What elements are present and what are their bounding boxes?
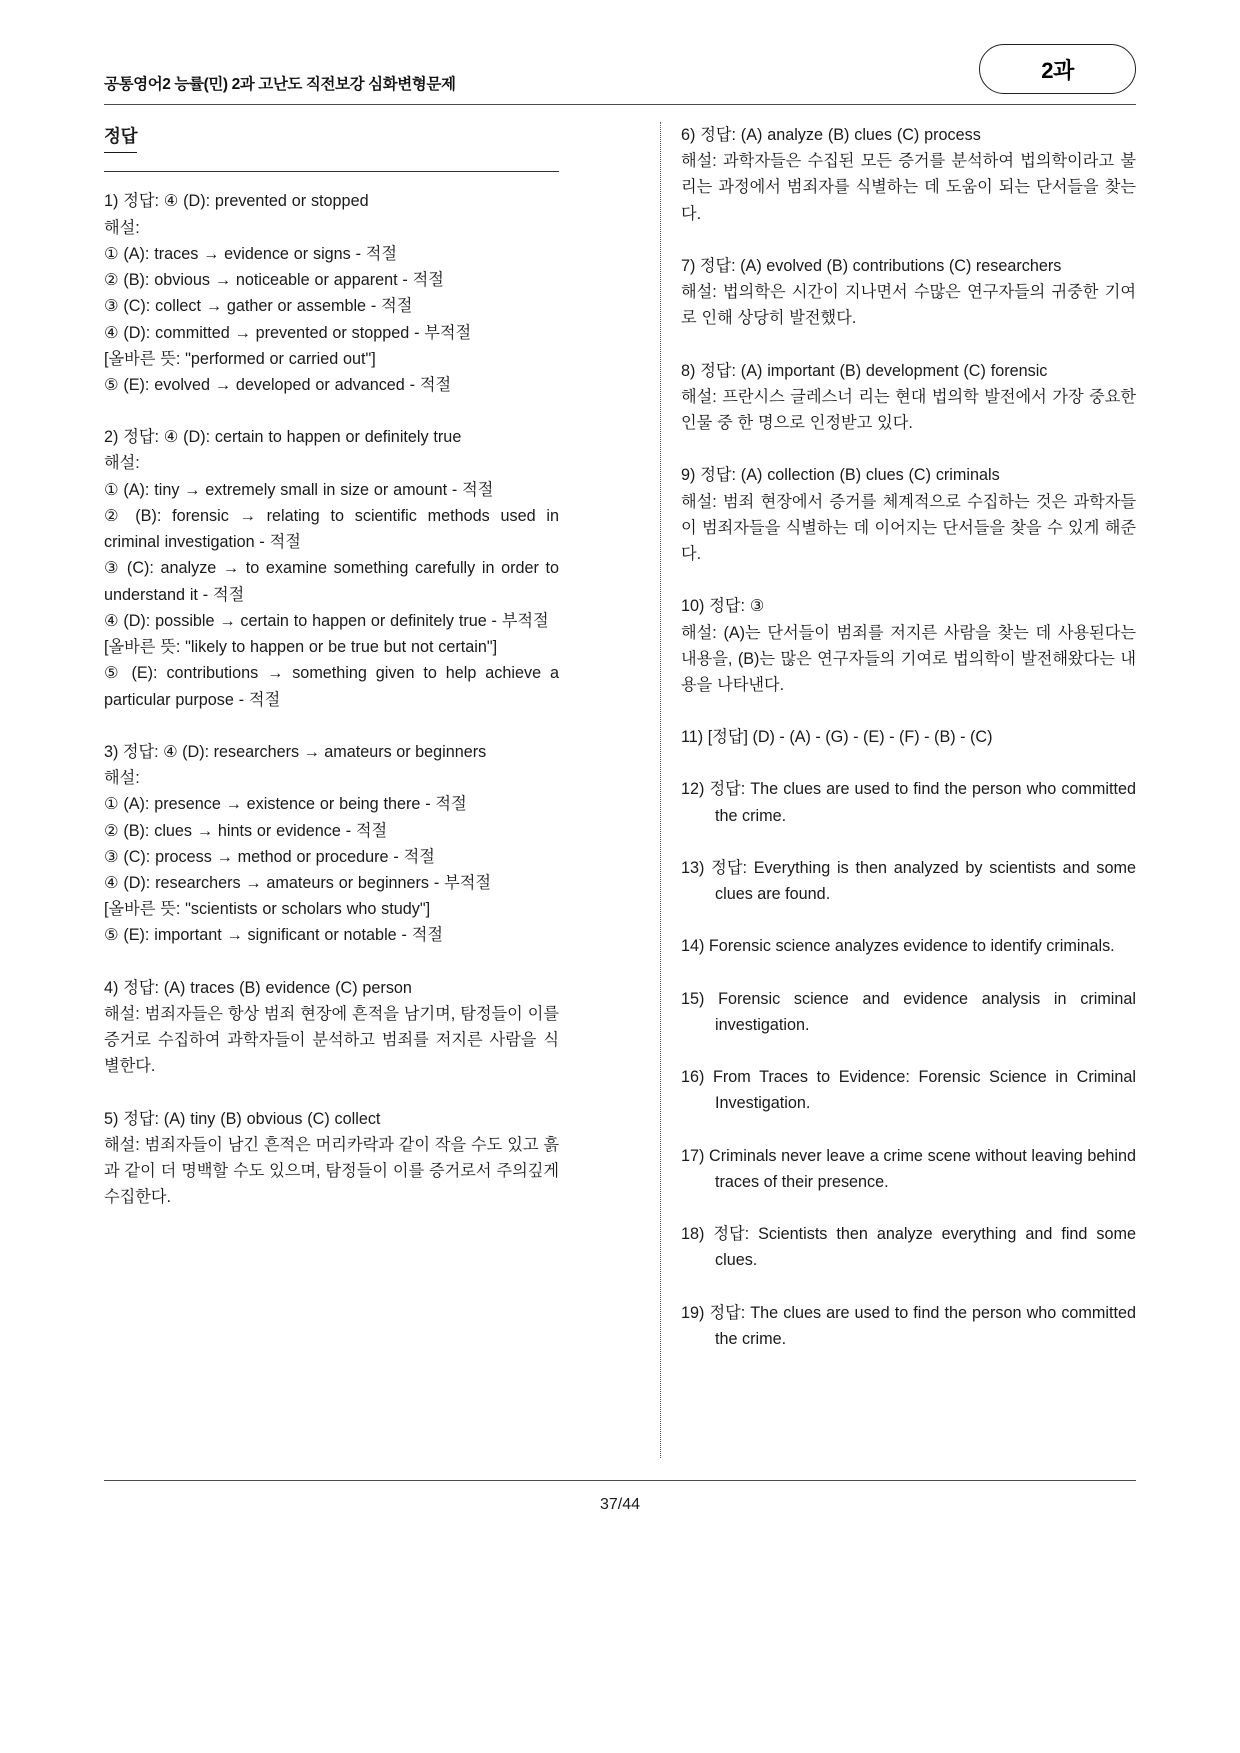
answer-entry: 18) 정답: Scientists then analyze everything and find some clues. xyxy=(681,1225,1136,1270)
answer-line: ⑤ (E): important → significant or notable - 적절 xyxy=(104,926,443,945)
answer-line: 8) 정답: (A) important (B) development (C) forensic xyxy=(681,361,1048,380)
answer-line: [올바른 뜻: "scientists or scholars who study"] xyxy=(104,900,431,919)
answer-line: 4) 정답: (A) traces (B) evidence (C) person xyxy=(104,978,412,997)
answer-line: 해설: (A)는 단서들이 범죄를 저지른 사람을 찾는 데 사용된다는 내용을, (B)는 많은 연구자들의 기여로 법의학이 발전해왔다는 내용을 나타낸다. xyxy=(681,623,1136,694)
answer-entry xyxy=(681,593,1136,698)
answer-line: ② (B): clues → hints or evidence - 적절 xyxy=(104,821,388,840)
answer-entry: 16) From Traces to Evidence: Forensic Science in Criminal Investigation. xyxy=(681,1068,1136,1113)
answer-line: ② (B): forensic → relating to scientific methods used in criminal investigation - 적절 xyxy=(104,506,559,552)
answer-line: 해설: 범죄 현장에서 증거를 체계적으로 수집하는 것은 과학자들이 범죄자들을 식별하는 데 이어지는 단서들을 찾을 수 있게 해준다. xyxy=(681,492,1136,564)
answer-entry: 12) 정답: The clues are used to find the person who committed the crime. xyxy=(681,780,1136,825)
answer-line: 9) 정답: (A) collection (B) clues (C) criminals xyxy=(681,466,1000,485)
column-divider xyxy=(660,122,661,1458)
answer-line: ④ (D): possible → certain to happen or definitely true - 부적절 xyxy=(104,611,549,630)
answer-entry xyxy=(104,424,559,713)
answer-line: [올바른 뜻: "performed or carried out"] xyxy=(104,349,376,368)
answer-line: 해설: 과학자들은 수집된 모든 증거를 분석하여 법의학이라고 불리는 과정에서 범죄자를 식별하는 데 도움이 되는 단서들을 찾는다. xyxy=(681,152,1136,223)
answer-entry xyxy=(681,253,1136,332)
answer-entry: 17) Criminals never leave a crime scene without leaving behind traces of their presence. xyxy=(681,1146,1136,1191)
answers-heading: 정답 xyxy=(104,122,137,153)
answer-entry: 15) Forensic science and evidence analysis in criminal investigation. xyxy=(681,989,1136,1034)
answer-line: 해설: xyxy=(104,769,140,788)
answer-entry: 11) [정답] (D) - (A) - (G) - (E) - (F) - (B) - (C) xyxy=(681,728,993,747)
page-number: 37/44 xyxy=(599,1496,641,1513)
answer-line: 5) 정답: (A) tiny (B) obvious (C) collect xyxy=(104,1109,381,1128)
answer-line: [올바른 뜻: "likely to happen or be true but not certain"] xyxy=(104,638,498,657)
footer-divider-rule xyxy=(104,1480,1136,1481)
answer-line: 2) 정답: ④ (D): certain to happen or definitely true xyxy=(104,428,462,447)
answer-heading-line: 7) 정답: (A) evolved (B) contributions (C) researchers xyxy=(681,256,1062,275)
content-columns xyxy=(104,122,1136,1472)
answers-heading-rule xyxy=(104,171,559,172)
answer-entry: 13) 정답: Everything is then analyzed by scientists and some clues are found. xyxy=(681,858,1136,904)
answer-entry xyxy=(104,739,559,949)
answer-line: ③ (C): process → method or procedure - 적절 xyxy=(104,847,435,866)
answer-line: ② (B): obvious → noticeable or apparent - 적절 xyxy=(104,271,444,290)
answer-entry xyxy=(681,358,1136,437)
answer-line: ⑤ (E): evolved → developed or advanced - 적절 xyxy=(104,375,452,394)
answer-line: ⑤ (E): contributions → something given to help achieve a particular purpose - 적절 xyxy=(104,664,559,709)
answer-line: 10) 정답: ③ xyxy=(681,597,765,616)
answer-line: 6) 정답: (A) analyze (B) clues (C) process xyxy=(681,126,981,144)
left-column xyxy=(104,122,559,1237)
answer-line: ③ (C): collect → gather or assemble - 적절 xyxy=(104,297,413,316)
lesson-badge-label: 2과 xyxy=(1041,57,1074,83)
answer-entry xyxy=(104,188,559,398)
page-header xyxy=(104,44,1136,106)
answer-line: 해설: 법의학은 시간이 지나면서 수많은 연구자들의 귀중한 기여로 인해 상당히 발전했다. xyxy=(681,283,1136,328)
answer-entry xyxy=(681,122,1136,227)
answer-line: 1) 정답: ④ (D): prevented or stopped xyxy=(104,192,369,211)
answer-line: ④ (D): researchers → amateurs or beginners - 부적절 xyxy=(104,873,491,892)
answer-heading-line: 3) 정답: ④ (D): researchers → amateurs or beginners xyxy=(104,742,487,761)
lesson-badge xyxy=(979,44,1136,94)
answer-line: 해설: 범죄자들은 항상 범죄 현장에 흔적을 남기며, 탐정들이 이를 증거로 수집하여 과학자들이 분석하고 범죄를 저지른 사람을 식별한다. xyxy=(104,1004,559,1076)
answer-entry: 19) 정답: The clues are used to find the person who committed the crime. xyxy=(681,1303,1136,1348)
answer-entry: 14) Forensic science analyzes evidence to identify criminals. xyxy=(681,937,1115,956)
right-column xyxy=(681,122,1136,1378)
answer-entry xyxy=(104,1106,559,1211)
worksheet-title: 공통영어2 능률(민) 2과 고난도 직전보강 심화변형문제 xyxy=(104,76,456,93)
header-divider-rule xyxy=(104,104,1136,105)
answer-entry xyxy=(681,462,1136,567)
answer-line: 해설: 범죄자들이 남긴 흔적은 머리카락과 같이 작을 수도 있고 흙과 같이 더 명백할 수도 있으며, 탐정들이 이를 증거로서 주의깊게 수집한다. xyxy=(104,1135,559,1207)
answer-line: 해설: 프란시스 글레스너 리는 현대 법의학 발전에서 가장 중요한 인물 중 한 명으로 인정받고 있다. xyxy=(681,387,1136,433)
answer-line: ④ (D): committed → prevented or stopped - 부적절 xyxy=(104,323,472,342)
answer-line: 해설: xyxy=(104,454,140,473)
answer-line: ③ (C): analyze → to examine something carefully in order to understand it - 적절 xyxy=(104,559,559,604)
answer-line: ① (A): tiny → extremely small in size or amount - 적절 xyxy=(104,480,494,499)
answer-line: 해설: xyxy=(104,218,140,237)
answer-line: ① (A): traces → evidence or signs - 적절 xyxy=(104,244,398,263)
answer-entry xyxy=(104,975,559,1080)
answer-line: ① (A): presence → existence or being there - 적절 xyxy=(104,795,467,814)
